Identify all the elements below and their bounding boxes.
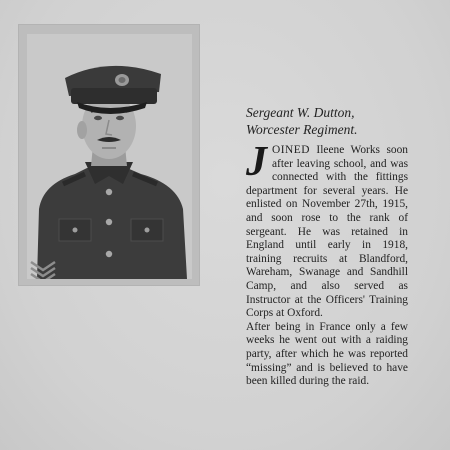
drop-cap: J: [246, 139, 267, 185]
soldier-portrait-icon: [27, 34, 192, 279]
biography-text: [246, 139, 408, 389]
biography-paragraph-2: After being in France only a few weeks he went out with a raiding party, after which he was reported “missing” and is believed to have been killed during the raid.: [246, 320, 408, 388]
caption-name: Sergeant W. Dutton,: [246, 105, 355, 120]
biography-paragraph-1: [246, 139, 408, 321]
lead-word: OINED: [272, 144, 310, 156]
photo-mount: [18, 24, 200, 286]
photo-caption: [246, 104, 416, 138]
paragraph-1-text: Ileene Works soon after leaving school, and was connected with the fittings department for several years. He enlisted on November 27th, 1915, and soon rose to the rank of sergeant. He was retained in England until early in 1918, training recruits at Blandford, Wareham, Swanage and Sandhill Camp, and also served as Instructor at the Officers' Training Corps at Oxford.: [246, 144, 408, 320]
soldier-portrait-photo: [27, 34, 192, 279]
caption-regiment: Worcester Regiment.: [246, 122, 358, 137]
